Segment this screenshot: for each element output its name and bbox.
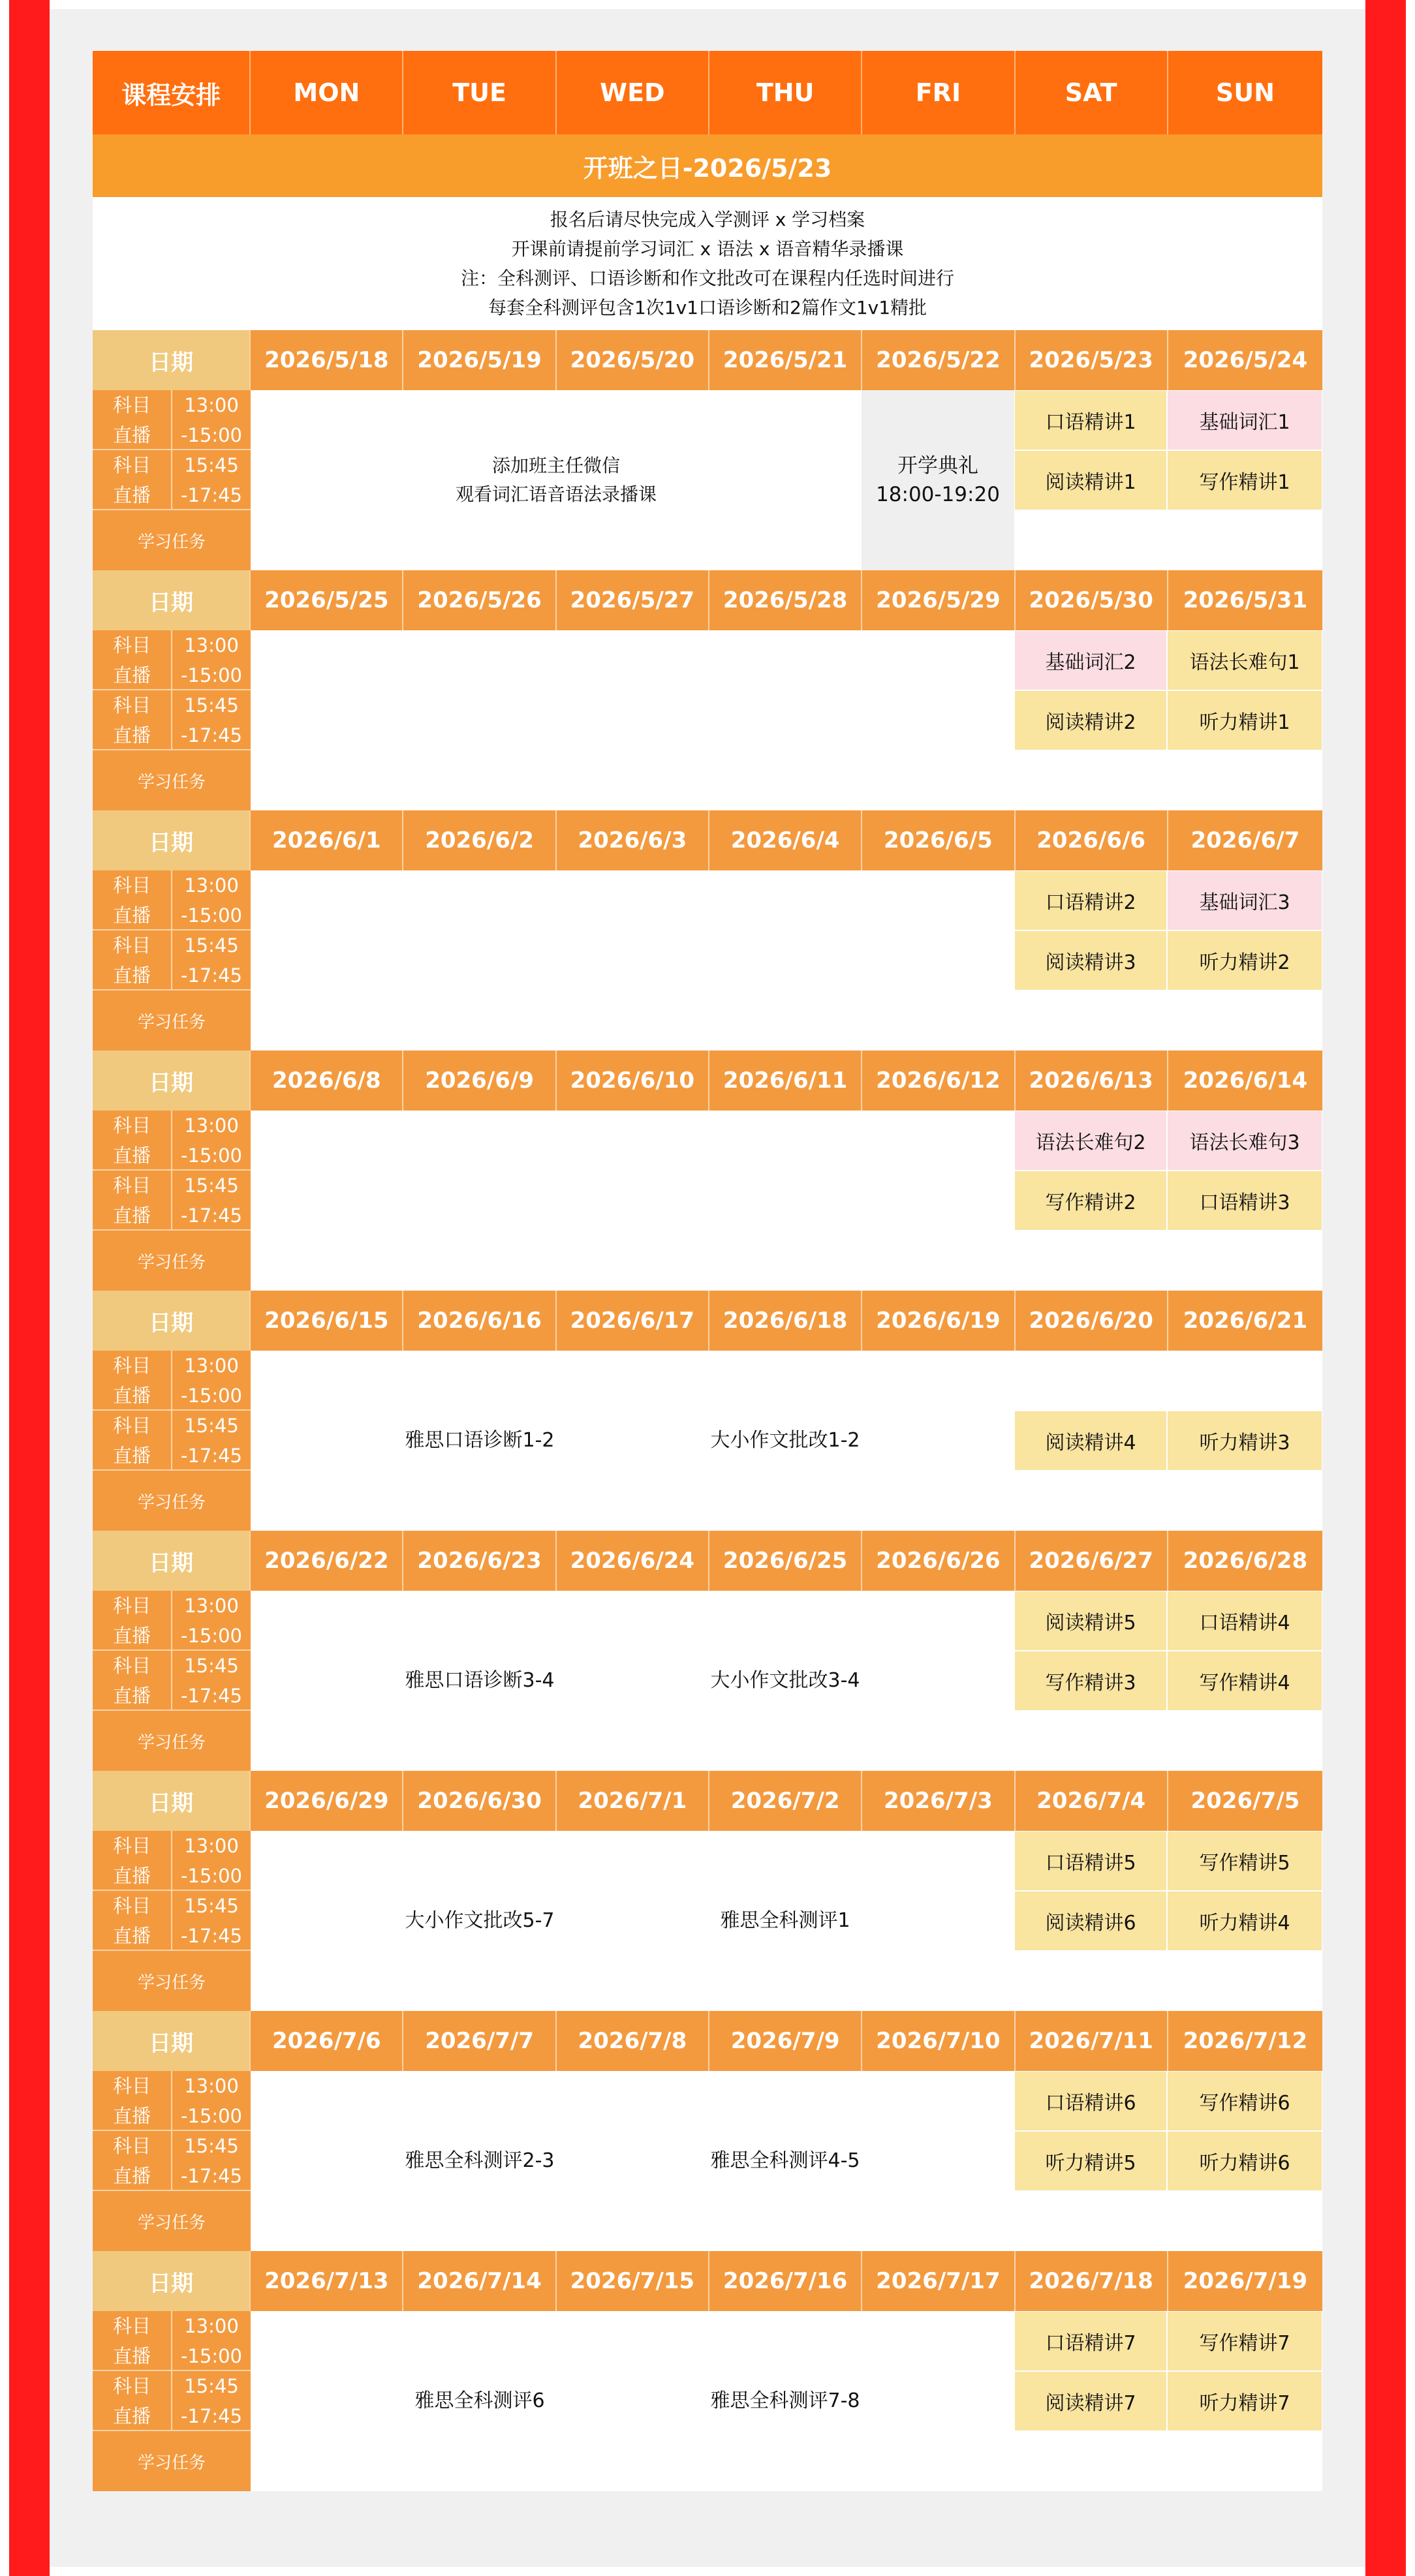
subject-label: 科目: [112, 874, 151, 897]
time-start: 13:00: [184, 1595, 239, 1617]
live-label: 直播: [112, 1445, 151, 1467]
page-edge-left: [0, 0, 9, 2576]
time-end: -17:45: [180, 724, 243, 746]
date-cell: 2026/6/3: [557, 810, 709, 870]
date-cell: 2026/5/27: [557, 570, 709, 630]
study-task-label: 学习任务: [93, 1951, 251, 2011]
time-end: -17:45: [180, 484, 243, 506]
live-label: 直播: [112, 2405, 151, 2427]
live-label: 直播: [112, 904, 151, 927]
time-range: [172, 930, 251, 990]
date-cell: 2026/6/20: [1016, 1291, 1168, 1351]
opening-ceremony-cell: [862, 390, 1014, 570]
subject-label: 科目: [112, 2315, 151, 2337]
enrollment-notes: [93, 197, 1322, 330]
study-task-label: 学习任务: [93, 2431, 251, 2491]
date-row: [93, 1050, 1322, 1111]
left-red-border: [9, 0, 50, 2576]
time-slot-column: [93, 1351, 251, 1531]
time-slot-column: [93, 630, 251, 810]
date-cell: 2026/7/18: [1016, 2251, 1168, 2311]
live-label: 直播: [112, 2345, 151, 2367]
live-label: 直播: [112, 424, 151, 446]
time-start: 13:00: [184, 634, 239, 656]
time-end: -17:45: [180, 1925, 243, 1947]
sun-class-cell: 基础词汇1: [1168, 391, 1322, 450]
study-task-a: 雅思全科测评6: [414, 2389, 545, 2412]
sat-class-cell: 口语精讲2: [1015, 871, 1166, 930]
page-edge-top: [0, 0, 1415, 9]
time-start: 15:45: [184, 1415, 239, 1437]
page-edge-bottom: [0, 2567, 1415, 2576]
time-end: -17:45: [180, 1685, 243, 1707]
sat-class-cell: 口语精讲7: [1015, 2312, 1166, 2370]
schedule-title: 课程安排: [93, 51, 251, 134]
date-cell: 2026/7/6: [251, 2011, 403, 2071]
ceremony-line: 开学典礼: [897, 454, 978, 478]
date-cell: 2026/6/17: [557, 1291, 709, 1351]
subject-label: 科目: [112, 2135, 151, 2157]
date-row: [93, 570, 1322, 630]
study-task-a: 雅思口语诊断3-4: [405, 1669, 555, 1692]
week-block: [93, 330, 1322, 570]
time-start: 15:45: [184, 694, 239, 716]
study-task-b: 大小作文批改1-2: [710, 1429, 860, 1452]
time-end: -17:45: [180, 1204, 243, 1227]
date-label: 日期: [93, 810, 251, 870]
study-task-label: 学习任务: [93, 1711, 251, 1771]
subject-label: 科目: [112, 1415, 151, 1437]
date-cell: 2026/5/23: [1016, 330, 1168, 390]
live-label: 直播: [112, 664, 151, 686]
week-block: [93, 810, 1322, 1050]
orientation-note: [251, 390, 862, 570]
date-cell: 2026/7/19: [1168, 2251, 1322, 2311]
subject-label: 科目: [112, 394, 151, 416]
time-range: [172, 2371, 251, 2431]
subject-live-label: [93, 1171, 171, 1231]
time-slot-column: [93, 1591, 251, 1771]
subject-live-label: [93, 1831, 171, 1891]
weeks-container: [93, 330, 1322, 2491]
week-block: [93, 2011, 1322, 2251]
time-range: [172, 1171, 251, 1231]
subject-live-label: [93, 1891, 171, 1951]
time-range: [172, 690, 251, 750]
week-block: [93, 1531, 1322, 1771]
time-slot-column: [93, 1111, 251, 1291]
divider: [171, 2311, 172, 2431]
subject-label: 科目: [112, 1174, 151, 1197]
subject-live-label: [93, 1651, 171, 1711]
time-end: -17:45: [180, 2405, 243, 2427]
subject-live-label: [93, 2071, 171, 2131]
time-start: 15:45: [184, 934, 239, 957]
time-end: -17:45: [180, 2165, 243, 2187]
time-end: -17:45: [180, 964, 243, 987]
date-cell: 2026/6/2: [403, 810, 556, 870]
orientation-note-line: 观看词汇语音语法录播课: [455, 483, 657, 505]
date-cell: 2026/7/14: [403, 2251, 556, 2311]
time-start: 13:00: [184, 1114, 239, 1137]
sat-class-cell: 阅读精讲4: [1015, 1411, 1166, 1470]
page-edge-right: [1406, 0, 1415, 2576]
sun-class-cell: 写作精讲1: [1168, 451, 1322, 510]
sat-class-cell: 听力精讲5: [1015, 2132, 1166, 2190]
sat-class-cell: 口语精讲5: [1015, 1832, 1166, 1890]
sat-class-cell: 阅读精讲1: [1015, 451, 1166, 510]
live-label: 直播: [112, 1144, 151, 1167]
sat-class-cell: 阅读精讲7: [1015, 2372, 1166, 2430]
time-range: [172, 450, 251, 510]
date-cell: 2026/6/18: [709, 1291, 862, 1351]
date-cell: 2026/5/18: [251, 330, 403, 390]
date-cell: 2026/5/25: [251, 570, 403, 630]
time-start: 15:45: [184, 1174, 239, 1197]
divider: [171, 630, 172, 750]
week-block: [93, 1291, 1322, 1531]
date-cell: 2026/6/23: [403, 1531, 556, 1591]
time-end: -15:00: [180, 1865, 243, 1887]
study-task-a: 雅思全科测评2-3: [405, 2149, 555, 2172]
study-task-label: 学习任务: [93, 1471, 251, 1531]
date-label: 日期: [93, 1050, 251, 1111]
live-label: 直播: [112, 2105, 151, 2127]
subject-live-label: [93, 870, 171, 930]
study-task-b: 大小作文批改3-4: [710, 1669, 860, 1692]
date-cell: 2026/7/15: [557, 2251, 709, 2311]
study-task-label: 学习任务: [93, 750, 251, 810]
date-cell: 2026/6/7: [1168, 810, 1322, 870]
day-sat: SAT: [1016, 51, 1168, 134]
date-label: 日期: [93, 1771, 251, 1831]
date-cell: 2026/6/16: [403, 1291, 556, 1351]
note-line: 报名后请尽快完成入学测评 x 学习档案: [550, 209, 865, 230]
time-start: 15:45: [184, 2135, 239, 2157]
time-slot-column: [93, 390, 251, 570]
date-cell: 2026/7/10: [862, 2011, 1015, 2071]
subject-label: 科目: [112, 2375, 151, 2397]
time-slot-column: [93, 1831, 251, 2011]
time-range: [172, 1831, 251, 1891]
time-start: 15:45: [184, 2375, 239, 2397]
date-label: 日期: [93, 1291, 251, 1351]
date-cell: 2026/7/3: [862, 1771, 1015, 1831]
sun-class-cell: 语法长难句3: [1168, 1111, 1322, 1170]
time-end: -15:00: [180, 2105, 243, 2127]
weekday-header-row: [93, 51, 1322, 134]
date-cell: 2026/6/29: [251, 1771, 403, 1831]
date-row: [93, 2251, 1322, 2311]
date-cell: 2026/6/27: [1016, 1531, 1168, 1591]
right-red-border: [1365, 0, 1406, 2576]
subject-live-label: [93, 390, 171, 450]
time-range: [172, 2311, 251, 2371]
time-range: [172, 390, 251, 450]
date-cell: 2026/6/1: [251, 810, 403, 870]
live-label: 直播: [112, 484, 151, 506]
time-range: [172, 1351, 251, 1411]
date-label: 日期: [93, 2011, 251, 2071]
day-fri: FRI: [862, 51, 1015, 134]
sun-class-cell: 听力精讲4: [1168, 1892, 1322, 1950]
subject-label: 科目: [112, 454, 151, 476]
day-tue: TUE: [403, 51, 556, 134]
subject-label: 科目: [112, 1655, 151, 1677]
orientation-note-line: 添加班主任微信: [491, 455, 620, 476]
divider: [171, 870, 172, 990]
time-range: [172, 1411, 251, 1471]
subject-label: 科目: [112, 694, 151, 716]
live-label: 直播: [112, 1625, 151, 1647]
date-cell: 2026/5/19: [403, 330, 556, 390]
date-cell: 2026/5/26: [403, 570, 556, 630]
date-label: 日期: [93, 330, 251, 390]
date-cell: 2026/5/22: [862, 330, 1015, 390]
date-cell: 2026/6/24: [557, 1531, 709, 1591]
sat-class-cell: 写作精讲2: [1015, 1171, 1166, 1230]
time-start: 13:00: [184, 1355, 239, 1377]
date-cell: 2026/7/17: [862, 2251, 1015, 2311]
note-line: 开课前请提前学习词汇 x 语法 x 语音精华录播课: [511, 238, 904, 260]
date-cell: 2026/5/30: [1016, 570, 1168, 630]
date-cell: 2026/7/1: [557, 1771, 709, 1831]
live-label: 直播: [112, 1925, 151, 1947]
date-cell: 2026/6/11: [709, 1050, 862, 1111]
date-cell: 2026/6/22: [251, 1531, 403, 1591]
subject-label: 科目: [112, 1595, 151, 1617]
time-start: 15:45: [184, 454, 239, 476]
subject-live-label: [93, 2311, 171, 2371]
study-task-label: 学习任务: [93, 990, 251, 1050]
date-label: 日期: [93, 1531, 251, 1591]
date-cell: 2026/7/11: [1016, 2011, 1168, 2071]
date-cell: 2026/7/7: [403, 2011, 556, 2071]
study-task-b: 雅思全科测评4-5: [710, 2149, 860, 2172]
sun-class-cell: 听力精讲7: [1168, 2372, 1322, 2430]
time-end: -15:00: [180, 1625, 243, 1647]
time-range: [172, 1591, 251, 1651]
time-range: [172, 870, 251, 930]
time-start: 13:00: [184, 394, 239, 416]
sat-class-cell: 阅读精讲3: [1015, 931, 1166, 990]
date-cell: 2026/6/14: [1168, 1050, 1322, 1111]
week-block: [93, 1771, 1322, 2011]
time-end: -15:00: [180, 424, 243, 446]
divider: [171, 390, 172, 510]
subject-live-label: [93, 2371, 171, 2431]
time-slot-column: [93, 2071, 251, 2251]
live-label: 直播: [112, 724, 151, 746]
study-task-label: 学习任务: [93, 1231, 251, 1291]
date-cell: 2026/7/5: [1168, 1771, 1322, 1831]
live-label: 直播: [112, 1204, 151, 1227]
date-cell: 2026/7/9: [709, 2011, 862, 2071]
week-block: [93, 1050, 1322, 1291]
date-label: 日期: [93, 570, 251, 630]
time-end: -15:00: [180, 2345, 243, 2367]
date-cell: 2026/6/25: [709, 1531, 862, 1591]
date-cell: 2026/7/8: [557, 2011, 709, 2071]
date-cell: 2026/6/28: [1168, 1531, 1322, 1591]
note-line: 注：全科测评、口语诊断和作文批改可在课程内任选时间进行: [460, 268, 954, 289]
live-label: 直播: [112, 964, 151, 987]
date-cell: 2026/6/13: [1016, 1050, 1168, 1111]
date-cell: 2026/5/20: [557, 330, 709, 390]
date-cell: 2026/5/24: [1168, 330, 1322, 390]
sat-class-cell: 语法长难句2: [1015, 1111, 1166, 1170]
sun-class-cell: 语法长难句1: [1168, 631, 1322, 690]
date-cell: 2026/6/12: [862, 1050, 1015, 1111]
subject-label: 科目: [112, 1355, 151, 1377]
study-task-b: 雅思全科测评7-8: [710, 2389, 860, 2412]
week-block: [93, 2251, 1322, 2491]
time-end: -15:00: [180, 904, 243, 927]
date-cell: 2026/6/8: [251, 1050, 403, 1111]
sat-class-cell: 写作精讲3: [1015, 1651, 1166, 1710]
time-start: 13:00: [184, 2075, 239, 2097]
date-row: [93, 1531, 1322, 1591]
sun-class-cell: 写作精讲4: [1168, 1651, 1322, 1710]
subject-label: 科目: [112, 1895, 151, 1917]
date-row: [93, 330, 1322, 390]
date-cell: 2026/5/21: [709, 330, 862, 390]
study-task-a: 雅思口语诊断1-2: [405, 1429, 555, 1452]
sun-class-cell: 写作精讲6: [1168, 2072, 1322, 2130]
date-cell: 2026/5/28: [709, 570, 862, 630]
sun-class-cell: 听力精讲2: [1168, 931, 1322, 990]
opening-date-banner: 开班之日-2026/5/23: [93, 134, 1322, 197]
time-range: [172, 1111, 251, 1171]
time-range: [172, 2131, 251, 2191]
week-block: [93, 570, 1322, 810]
sun-class-cell: 口语精讲4: [1168, 1591, 1322, 1650]
date-cell: 2026/6/6: [1016, 810, 1168, 870]
sun-class-cell: 口语精讲3: [1168, 1171, 1322, 1230]
subject-live-label: [93, 690, 171, 750]
date-cell: 2026/6/9: [403, 1050, 556, 1111]
subject-label: 科目: [112, 934, 151, 957]
subject-live-label: [93, 1111, 171, 1171]
time-end: -15:00: [180, 1385, 243, 1407]
date-cell: 2026/6/10: [557, 1050, 709, 1111]
day-mon: MON: [251, 51, 403, 134]
sat-class-cell: 阅读精讲5: [1015, 1591, 1166, 1650]
day-wed: WED: [557, 51, 709, 134]
divider: [171, 2071, 172, 2191]
time-start: 13:00: [184, 1835, 239, 1857]
day-sun: SUN: [1168, 51, 1322, 134]
date-cell: 2026/7/12: [1168, 2011, 1322, 2071]
note-line: 每套全科测评包含1次1v1口语诊断和2篇作文1v1精批: [488, 297, 927, 318]
live-label: 直播: [112, 2165, 151, 2187]
date-cell: 2026/5/29: [862, 570, 1015, 630]
sun-class-cell: 听力精讲1: [1168, 691, 1322, 750]
subject-live-label: [93, 930, 171, 990]
day-thu: THU: [709, 51, 862, 134]
divider: [171, 1591, 172, 1711]
time-start: 15:45: [184, 1895, 239, 1917]
sat-class-cell: 口语精讲1: [1015, 391, 1166, 450]
time-range: [172, 1651, 251, 1711]
live-label: 直播: [112, 1865, 151, 1887]
date-row: [93, 1771, 1322, 1831]
subject-live-label: [93, 1411, 171, 1471]
divider: [171, 1351, 172, 1471]
subject-live-label: [93, 1351, 171, 1411]
date-row: [93, 810, 1322, 870]
date-cell: 2026/5/31: [1168, 570, 1322, 630]
date-row: [93, 2011, 1322, 2071]
date-cell: 2026/6/30: [403, 1771, 556, 1831]
time-range: [172, 2071, 251, 2131]
study-task-label: 学习任务: [93, 510, 251, 570]
time-range: [172, 1891, 251, 1951]
subject-live-label: [93, 2131, 171, 2191]
subject-live-label: [93, 630, 171, 690]
date-cell: 2026/6/26: [862, 1531, 1015, 1591]
sun-class-cell: 写作精讲7: [1168, 2312, 1322, 2370]
divider: [171, 1111, 172, 1231]
subject-label: 科目: [112, 1835, 151, 1857]
sun-class-cell: 写作精讲5: [1168, 1832, 1322, 1890]
live-label: 直播: [112, 1685, 151, 1707]
time-slot-column: [93, 870, 251, 1050]
divider: [171, 1831, 172, 1951]
schedule-sheet: [93, 51, 1322, 2491]
time-end: -15:00: [180, 1144, 243, 1167]
study-task-a: 大小作文批改5-7: [405, 1909, 555, 1932]
date-cell: 2026/6/4: [709, 810, 862, 870]
sun-class-cell: 基础词汇3: [1168, 871, 1322, 930]
subject-label: 科目: [112, 2075, 151, 2097]
date-cell: 2026/7/2: [709, 1771, 862, 1831]
subject-live-label: [93, 450, 171, 510]
sat-class-cell: 阅读精讲6: [1015, 1892, 1166, 1950]
live-label: 直播: [112, 1385, 151, 1407]
date-cell: 2026/7/4: [1016, 1771, 1168, 1831]
date-cell: 2026/6/21: [1168, 1291, 1322, 1351]
subject-live-label: [93, 1591, 171, 1651]
date-cell: 2026/6/5: [862, 810, 1015, 870]
date-row: [93, 1291, 1322, 1351]
time-range: [172, 630, 251, 690]
time-slot-column: [93, 2311, 251, 2491]
sat-class-cell: 阅读精讲2: [1015, 691, 1166, 750]
sun-class-cell: 听力精讲6: [1168, 2132, 1322, 2190]
study-task-label: 学习任务: [93, 2191, 251, 2251]
date-label: 日期: [93, 2251, 251, 2311]
date-cell: 2026/7/13: [251, 2251, 403, 2311]
sat-class-cell: 口语精讲6: [1015, 2072, 1166, 2130]
time-start: 15:45: [184, 1655, 239, 1677]
time-start: 13:00: [184, 2315, 239, 2337]
subject-label: 科目: [112, 1114, 151, 1137]
time-start: 13:00: [184, 874, 239, 897]
ceremony-line: 18:00-19:20: [876, 483, 1000, 506]
subject-label: 科目: [112, 634, 151, 656]
sun-class-cell: 听力精讲3: [1168, 1411, 1322, 1470]
date-cell: 2026/6/15: [251, 1291, 403, 1351]
time-end: -17:45: [180, 1445, 243, 1467]
date-cell: 2026/7/16: [709, 2251, 862, 2311]
sat-class-cell: 基础词汇2: [1015, 631, 1166, 690]
study-task-b: 雅思全科测评1: [720, 1909, 850, 1932]
date-cell: 2026/6/19: [862, 1291, 1015, 1351]
time-end: -15:00: [180, 664, 243, 686]
